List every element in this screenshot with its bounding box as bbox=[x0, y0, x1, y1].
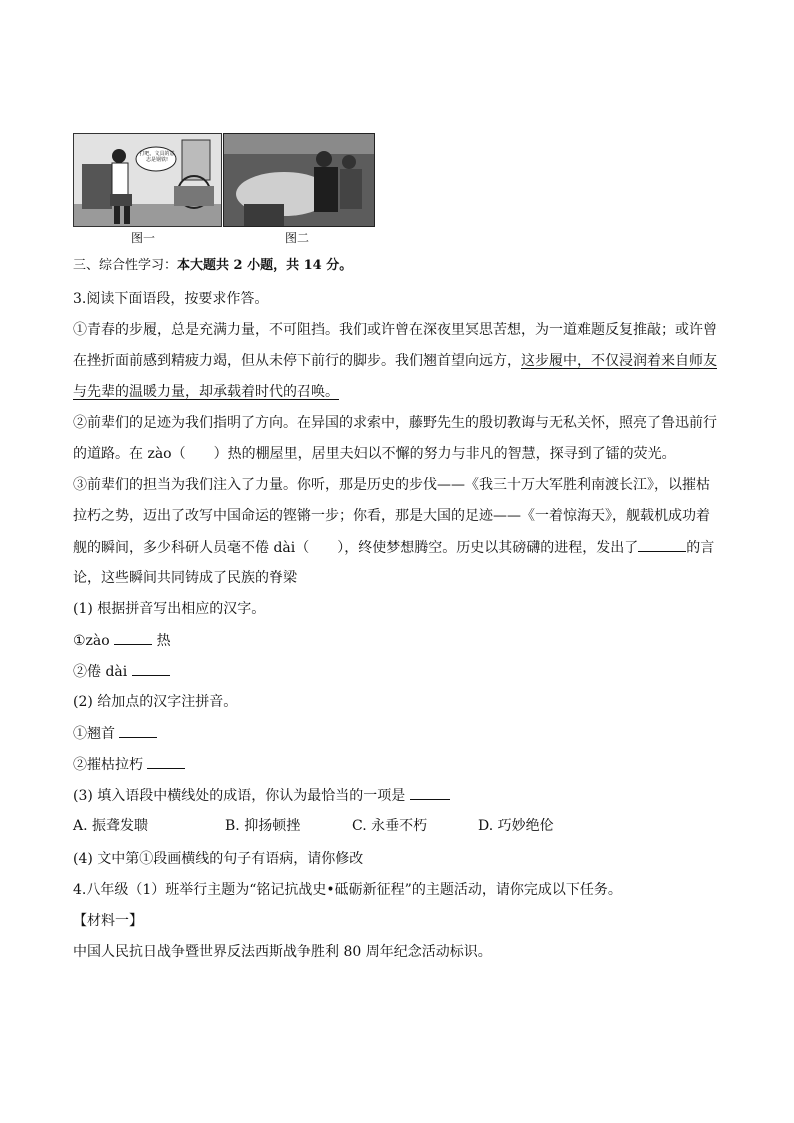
q3-paragraph2-line1: ②前辈们的足迹为我们指明了方向。在异国的求索中，藤野先生的殷切教诲与无私关怀，照亮了鲁迅前行 bbox=[73, 415, 717, 431]
q3-paragraph3-line1: ③前辈们的担当为我们注入了力量。你听，那是历史的步伐——《我三十万大军胜利南渡长江》，以摧枯 bbox=[73, 477, 710, 493]
sub2-a-label: ①翘首 bbox=[73, 726, 115, 742]
sub1-a-suffix: 热 bbox=[156, 633, 171, 649]
figure-one-image bbox=[73, 133, 222, 227]
q3-paragraph2-line2: 的道路。在 zào（ ）热的棚屋里，居里夫妇以不懈的努力与非凡的智慧，探寻到了镭的荧光。 bbox=[73, 446, 676, 462]
section-three-score: 本大题共 2 小题，共 14 分。 bbox=[177, 258, 353, 273]
q3-sub1-b bbox=[73, 661, 170, 682]
sub2-b-label: ②摧枯拉朽 bbox=[73, 757, 143, 773]
sub3-text: (3) 填入语段中横线处的成语，你认为最恰当的一项是 bbox=[73, 788, 406, 804]
cartoon-illustration bbox=[74, 134, 221, 226]
q3-title: 3.阅读下面语段，按要求作答。 bbox=[73, 291, 269, 307]
q3-paragraph1-line3: 与先辈的温暖力量，却承载着时代的召唤。 bbox=[73, 384, 339, 400]
q3-paragraph3-line4: 论，这些瞬间共同铸成了民族的脊梁 bbox=[73, 570, 297, 586]
idiom-blank[interactable] bbox=[638, 537, 686, 552]
sub2-b-answer-blank[interactable] bbox=[147, 754, 185, 769]
sub1-b-label: ②倦 dài bbox=[73, 664, 128, 680]
speech-bubble-text: 打吧，文具的意志是钢铁! bbox=[139, 151, 175, 163]
q3-sub3 bbox=[73, 785, 450, 806]
sub2-a-answer-blank[interactable] bbox=[119, 723, 157, 738]
q3-sub1-a bbox=[73, 630, 171, 651]
q4-material-label: 【材料一】 bbox=[73, 913, 143, 929]
option-c[interactable]: C. 永垂不朽 bbox=[352, 818, 428, 834]
q3-sub2: (2) 给加点的汉字注拼音。 bbox=[73, 694, 238, 710]
q3-sub2-a bbox=[73, 723, 157, 744]
q3-p3-text: 舰的瞬间，多少科研人员毫不倦 dài（ ），终使梦想腾空。历史以其磅礴的进程，发出了 bbox=[73, 540, 639, 556]
q3-p1-underlined-sentence: 这步履中，不仅浸润着来自师友 bbox=[521, 353, 717, 369]
sub1-a-answer-blank[interactable] bbox=[114, 630, 152, 645]
q3-sub2-b bbox=[73, 754, 185, 775]
option-d[interactable]: D. 巧妙绝伦 bbox=[478, 818, 554, 834]
q3-paragraph1-line2 bbox=[73, 351, 717, 371]
q4-material-text: 中国人民抗日战争暨世界反法西斯战争胜利 80 周年纪念活动标识。 bbox=[73, 944, 492, 960]
section-three-prefix: 三、综合性学习： bbox=[73, 258, 178, 273]
q3-paragraph3-line3 bbox=[73, 537, 714, 558]
q3-p1-text: 在挫折面前感到精疲力竭，但从未停下前行的脚步。我们翘首望向远方， bbox=[73, 353, 521, 369]
q4-title: 4.八年级（1）班举行主题为“铭记抗战史•砥砺新征程”的主题活动，请你完成以下任务。 bbox=[73, 882, 622, 898]
option-a[interactable]: A. 振聋发聩 bbox=[73, 818, 149, 834]
section-three-heading bbox=[73, 256, 352, 276]
figure-one-caption: 图一 bbox=[131, 231, 156, 245]
q3-paragraph3-line2: 拉朽之势，迈出了改写中国命运的铿锵一步；你看，那是大国的足迹——《一着惊海天》，舰载机成功着 bbox=[73, 508, 710, 524]
q3-p3-text-end: 的言 bbox=[686, 540, 715, 556]
photo-illustration bbox=[224, 134, 374, 226]
sub1-a-label: ①zào bbox=[73, 633, 110, 649]
figure-two-image bbox=[223, 133, 375, 227]
q3-sub4: (4) 文中第①段画横线的句子有语病，请你修改 bbox=[73, 851, 364, 867]
figure-group bbox=[73, 133, 373, 245]
figure-two-caption: 图二 bbox=[285, 231, 310, 245]
sub1-b-answer-blank[interactable] bbox=[132, 661, 170, 676]
q3-paragraph1-line1: ①青春的步履，总是充满力量，不可阻挡。我们或许曾在深夜里冥思苦想，为一道难题反复推敲；或许曾 bbox=[73, 322, 717, 338]
q3-sub1: (1) 根据拼音写出相应的汉字。 bbox=[73, 601, 266, 617]
sub3-answer-blank[interactable] bbox=[410, 785, 450, 800]
option-b[interactable]: B. 抑扬顿挫 bbox=[225, 818, 301, 834]
